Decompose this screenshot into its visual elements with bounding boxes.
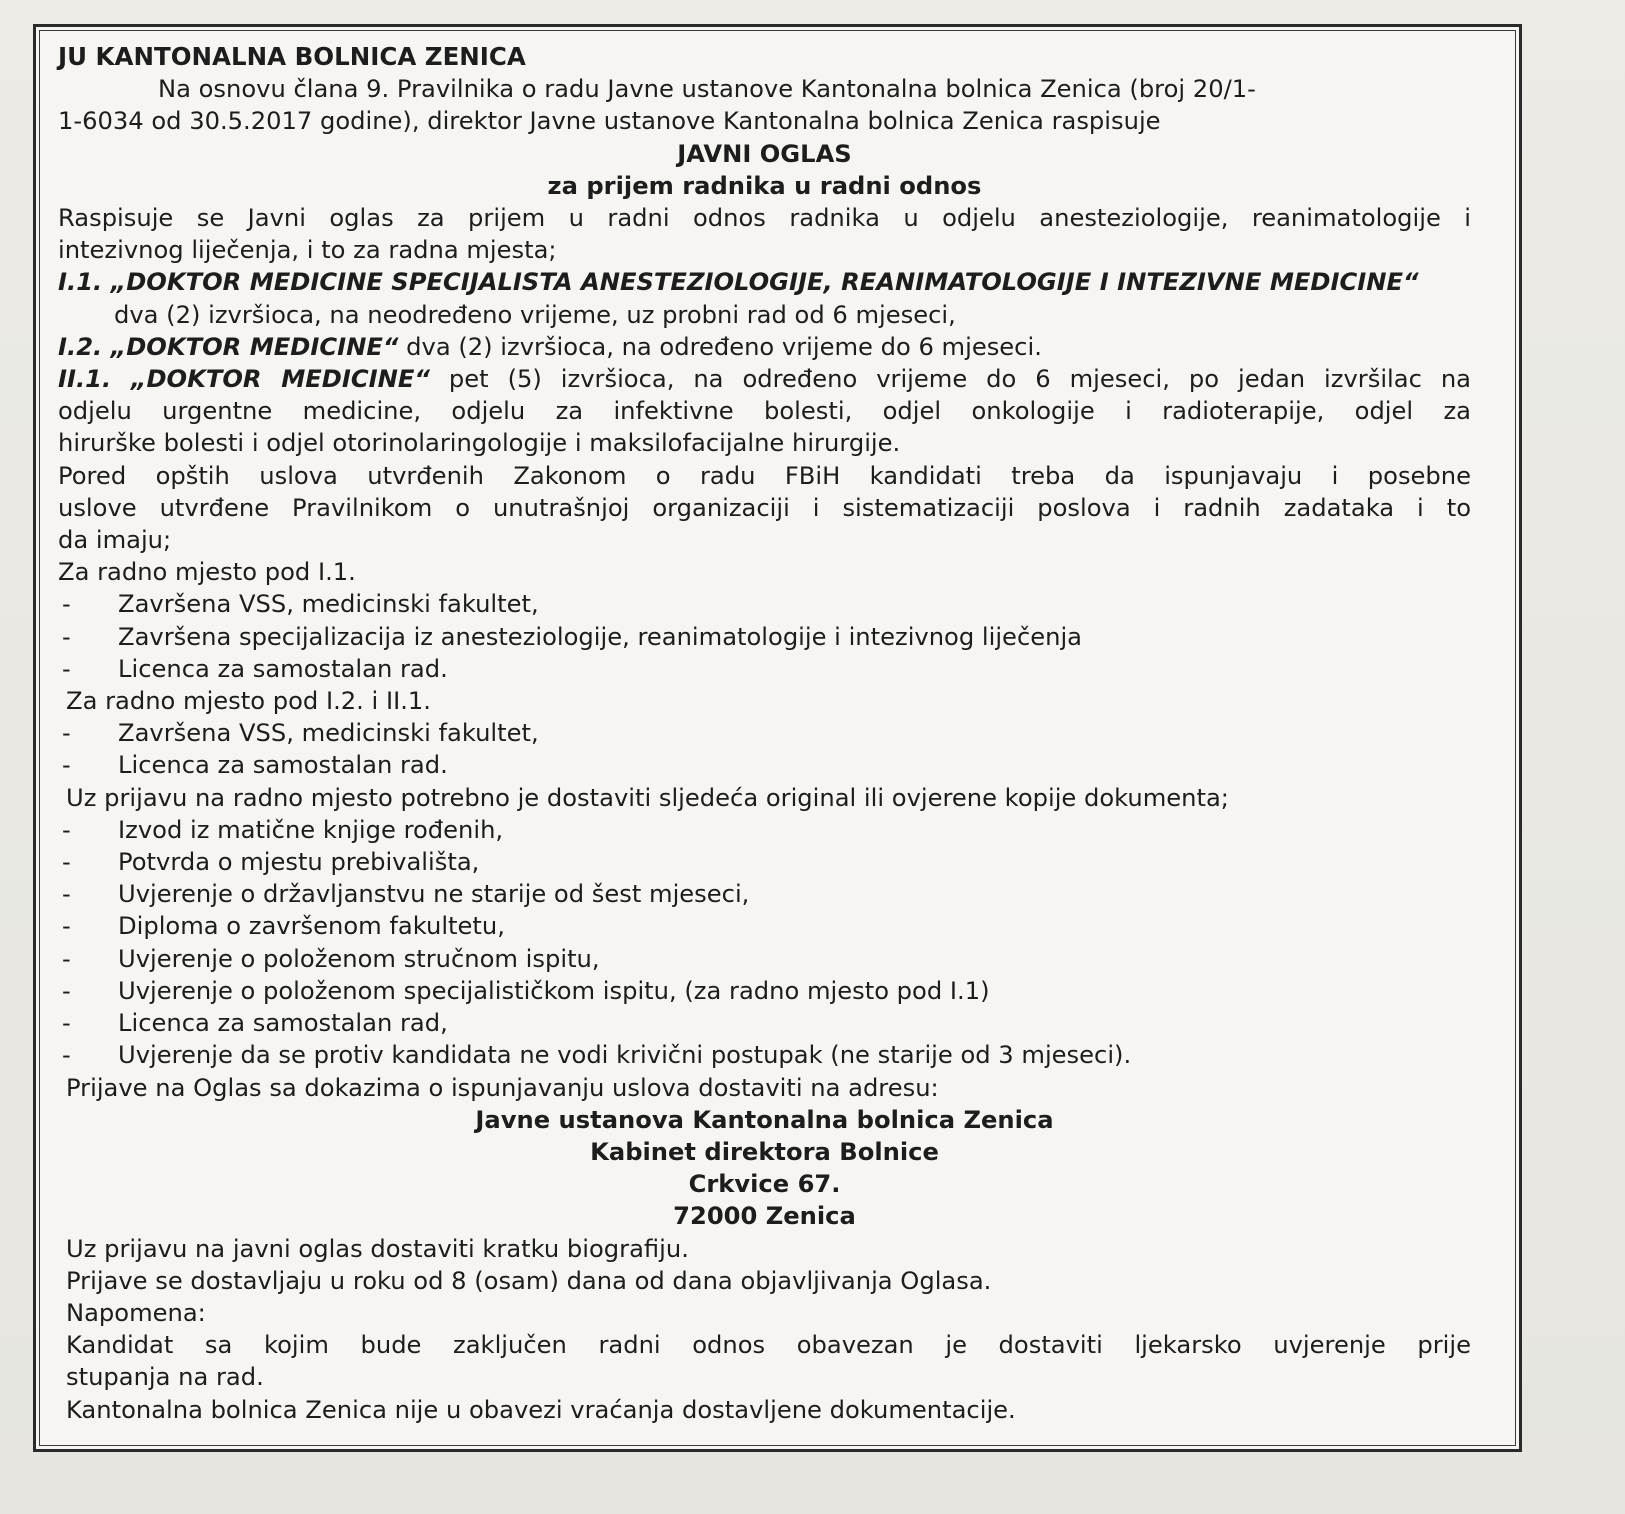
address-line-3: Crkvice 67. bbox=[688, 1170, 841, 1199]
group-1-heading: Za radno mjesto pod I.1. bbox=[58, 558, 356, 587]
list-item bbox=[58, 653, 1471, 685]
address-line-4: 72000 Zenica bbox=[673, 1202, 856, 1231]
list-item-text: Licenca za samostalan rad. bbox=[118, 751, 448, 780]
opening-line-1: Raspisuje se Javni oglas za prijem u radni odnos radnika u odjelu anesteziologije, reanimatologije i bbox=[58, 204, 1471, 233]
position-2-label: I.2. „DOKTOR MEDICINE“ bbox=[58, 332, 399, 361]
list-dash: - bbox=[62, 751, 71, 780]
group-2-heading: Za radno mjesto pod I.2. i II.1. bbox=[66, 687, 431, 716]
notice-title: JAVNI OGLAS bbox=[677, 139, 852, 168]
institution-name: JU KANTONALNA BOLNICA ZENICA bbox=[58, 42, 526, 71]
list-dash: - bbox=[62, 590, 71, 619]
list-item bbox=[58, 588, 1471, 620]
list-item bbox=[58, 814, 1471, 846]
position-1-label: I.1. „DOKTOR MEDICINE SPECIJALISTA ANESTEZIOLOGIJE, REANIMATOLOGIJE I INTEZIVNE MEDICINE“ bbox=[58, 268, 1419, 297]
list-item-text: Uvjerenje o položenom specijalističkom ispitu, (za radno mjesto pod I.1) bbox=[118, 976, 990, 1005]
address-intro: Prijave na Oglas sa dokazima o ispunjavanju uslova dostaviti na adresu: bbox=[66, 1073, 939, 1102]
intro-line-1: Na osnovu člana 9. Pravilnika o radu Javne ustanove Kantonalna bolnica Zenica (broj 20/1- bbox=[158, 75, 1256, 104]
bio-requirement: Uz prijavu na javni oglas dostaviti kratku biografiju. bbox=[66, 1234, 689, 1263]
position-3 bbox=[58, 363, 1471, 395]
list-item bbox=[58, 846, 1471, 878]
list-dash: - bbox=[62, 815, 71, 844]
list-item-text: Uvjerenje o državljanstvu ne starije od šest mjeseci, bbox=[118, 880, 750, 909]
list-dash: - bbox=[62, 976, 71, 1005]
list-item-text: Licenca za samostalan rad. bbox=[118, 654, 448, 683]
list-item bbox=[58, 910, 1471, 942]
list-dash: - bbox=[62, 654, 71, 683]
list-item bbox=[58, 749, 1471, 781]
position-3-label: II.1. „DOKTOR MEDICINE“ bbox=[58, 365, 430, 394]
conditions-line-1: Pored opštih uslova utvrđenih Zakonom o radu FBiH kandidati treba da ispunjavaju i posebne bbox=[58, 461, 1471, 490]
list-dash: - bbox=[62, 719, 71, 748]
list-dash: - bbox=[62, 944, 71, 973]
list-item-text: Potvrda o mjestu prebivališta, bbox=[118, 848, 480, 877]
intro-line-2: 1-6034 od 30.5.2017 godine), direktor Javne ustanove Kantonalna bolnica Zenica raspisuje bbox=[58, 107, 1161, 136]
documents-heading: Uz prijavu na radno mjesto potrebno je dostaviti sljedeća original ili ovjerene kopije dokumenta; bbox=[66, 783, 1229, 812]
address-line-2: Kabinet direktora Bolnice bbox=[590, 1137, 939, 1166]
position-1-detail: dva (2) izvršioca, na neodređeno vrijeme, uz probni rad od 6 mjeseci, bbox=[114, 300, 956, 329]
position-3-detail: pet (5) izvršioca, na određeno vrijeme do 6 mjeseci, po jedan izvršilac na bbox=[429, 365, 1471, 394]
list-dash: - bbox=[62, 622, 71, 651]
list-item bbox=[58, 975, 1471, 1007]
conditions-line-3: da imaju; bbox=[58, 526, 172, 555]
note-line-2: stupanja na rad. bbox=[66, 1363, 264, 1392]
note-label: Napomena: bbox=[66, 1298, 206, 1327]
list-item-text: Licenca za samostalan rad, bbox=[118, 1009, 448, 1038]
list-dash: - bbox=[62, 848, 71, 877]
opening-line-2: intezivnog liječenja, i to za radna mjesta; bbox=[58, 236, 557, 265]
list-item-text: Završena VSS, medicinski fakultet, bbox=[118, 590, 539, 619]
note-line-1: Kandidat sa kojim bude zaključen radni odnos obavezan je dostaviti ljekarsko uvjerenje prije bbox=[66, 1331, 1471, 1360]
notice-subtitle: za prijem radnika u radni odnos bbox=[547, 171, 982, 200]
return-docs-note: Kantonalna bolnica Zenica nije u obavezi vraćanja dostavljene dokumentacije. bbox=[66, 1395, 1016, 1424]
list-item-text: Diploma o završenom fakultetu, bbox=[118, 912, 505, 941]
job-notice-box bbox=[33, 24, 1522, 1452]
list-item-text: Završena specijalizacija iz anesteziologije, reanimatologije i intezivnog liječenja bbox=[118, 622, 1082, 651]
position-2-detail: dva (2) izvršioca, na određeno vrijeme do 6 mjeseci. bbox=[398, 332, 1042, 361]
list-item-text: Završena VSS, medicinski fakultet, bbox=[118, 719, 539, 748]
list-item bbox=[58, 1007, 1471, 1039]
conditions-line-2: uslove utvrđene Pravilnikom o unutrašnjoj organizaciji i sistematizaciji poslova i radnih zadataka i to bbox=[58, 493, 1471, 522]
address-line-1: Javne ustanova Kantonalna bolnica Zenica bbox=[475, 1105, 1054, 1134]
list-item bbox=[58, 621, 1471, 653]
list-dash: - bbox=[62, 912, 71, 941]
deadline-text: Prijave se dostavljaju u roku od 8 (osam) dana od dana objavljivanja Oglasa. bbox=[66, 1266, 992, 1295]
list-item bbox=[58, 878, 1471, 910]
list-dash: - bbox=[62, 1041, 71, 1070]
list-dash: - bbox=[62, 880, 71, 909]
list-item bbox=[58, 717, 1471, 749]
list-item bbox=[58, 1039, 1471, 1071]
list-dash: - bbox=[62, 1009, 71, 1038]
list-item bbox=[58, 943, 1471, 975]
position-2 bbox=[58, 331, 1471, 363]
list-item-text: Uvjerenje da se protiv kandidata ne vodi krivični postupak (ne starije od 3 mjeseci). bbox=[118, 1041, 1132, 1070]
list-item-text: Izvod iz matične knjige rođenih, bbox=[118, 815, 504, 844]
position-3-line-3: hirurške bolesti i odjel otorinolaringologije i maksilofacijalne hirurgije. bbox=[58, 429, 901, 458]
list-item-text: Uvjerenje o položenom stručnom ispitu, bbox=[118, 944, 600, 973]
position-3-line-2: odjelu urgentne medicine, odjelu za infektivne bolesti, odjel onkologije i radioterapije, odjel za bbox=[58, 397, 1471, 426]
